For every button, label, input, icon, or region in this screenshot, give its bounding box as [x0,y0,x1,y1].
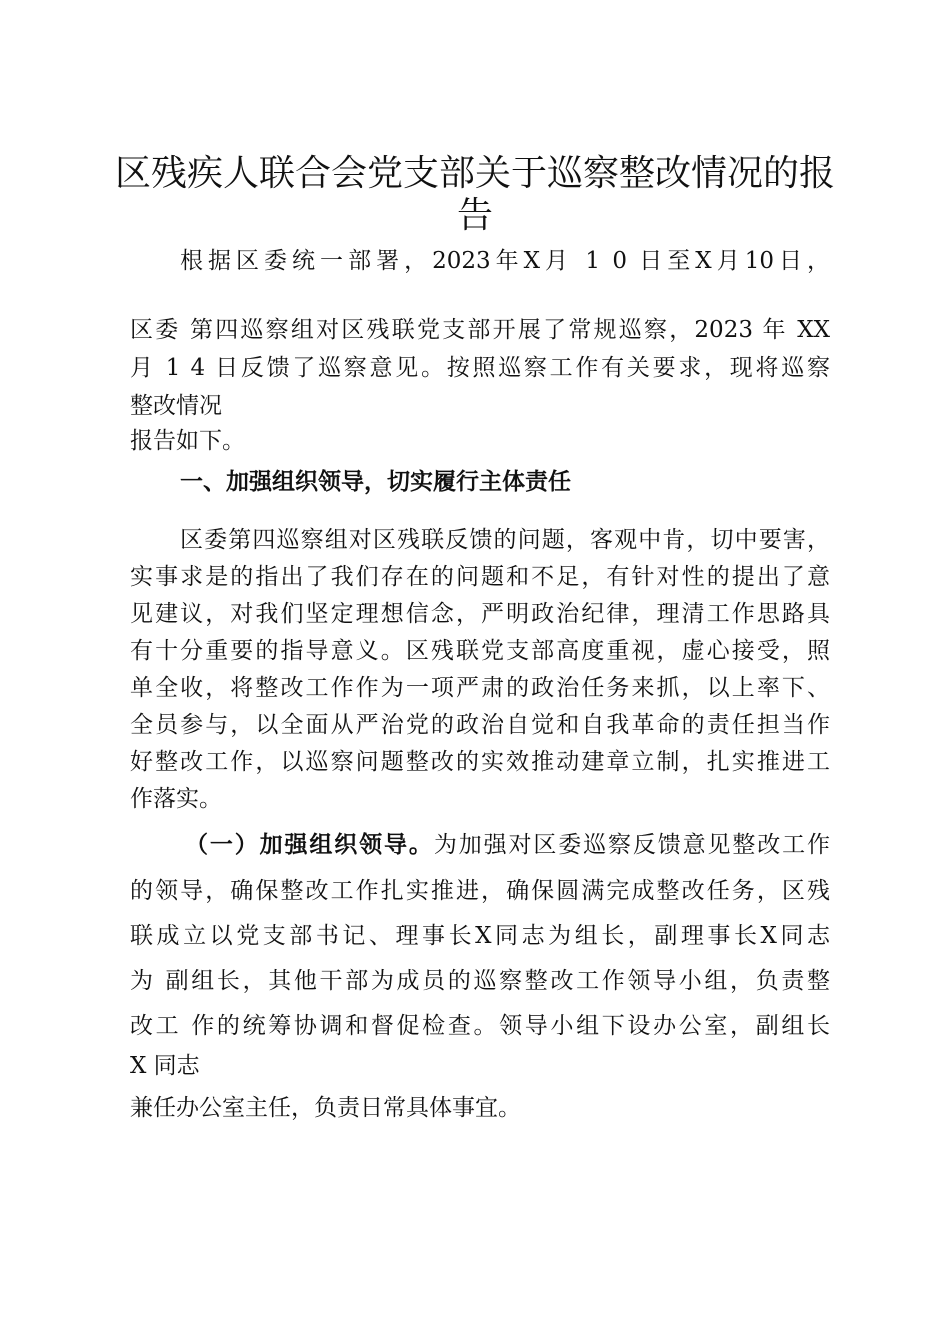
document-title-line1: 区残疾人联合会党支部关于巡察整改情况的报 [114,153,835,194]
section-line: 好整改工作，以巡察问题整改的实效推动建章立制，扎实推进工 [130,749,830,775]
section-line: 实事求是的指出了我们存在的问题和不足，有针对性的提出了意 [130,564,830,590]
subsection-line: X 同志 [130,1053,200,1079]
section-line: 单全收，将整改工作作为一项严肃的政治任务来抓，以上率下、 [130,675,830,701]
intro-line: 报告如下。 [130,428,245,454]
subsection-line: 为 副组长，其他干部为成员的巡察整改工作领导小组，负责整 [130,968,830,994]
subsection-line: 兼任办公室主任，负责日常具体事宜。 [130,1095,521,1121]
section-line: 见建议，对我们坚定理想信念，严明政治纪律，理清工作思路具 [130,601,830,627]
subsection-first-line [185,827,830,863]
document-title-line2: 告 [456,195,493,236]
section-line: 作落实。 [130,786,222,812]
intro-line: 整改情况 [130,393,222,419]
subsection-line: 的领导，确保整改工作扎实推进，确保圆满完成整改任务，区残 [130,878,830,904]
subsection-line: 联成立以党支部书记、理事长X同志为组长，副理事长X同志 [130,923,830,949]
section-line: 全员参与，以全面从严治党的政治自觉和自我革命的责任担当作 [130,712,830,738]
section-heading: 一、加强组织领导，切实履行主体责任 [180,469,571,495]
section-line: 有十分重要的指导意义。区残联党支部高度重视，虚心接受，照 [130,638,830,664]
subsection-line: 改工 作的统筹协调和督促检查。领导小组下设办公室，副组长 [130,1013,830,1039]
intro-line: 月 1 4 日反馈了巡察意见。按照巡察工作有关要求，现将巡察 [130,355,830,381]
section-line: 区委第四巡察组对区残联反馈的问题，客观中肯，切中要害， [180,527,830,553]
intro-line: 区委 第四巡察组对区残联党支部开展了常规巡察，2023 年 XX [130,317,830,343]
subsection-first-line-text: 为加强对区委巡察反馈意见整改工作 [433,832,831,858]
intro-line: 根据区委统一部署，2023年X月 1 0 日至X月10日， [180,248,830,274]
subsection-heading: （一）加强组织领导。 [185,832,434,858]
